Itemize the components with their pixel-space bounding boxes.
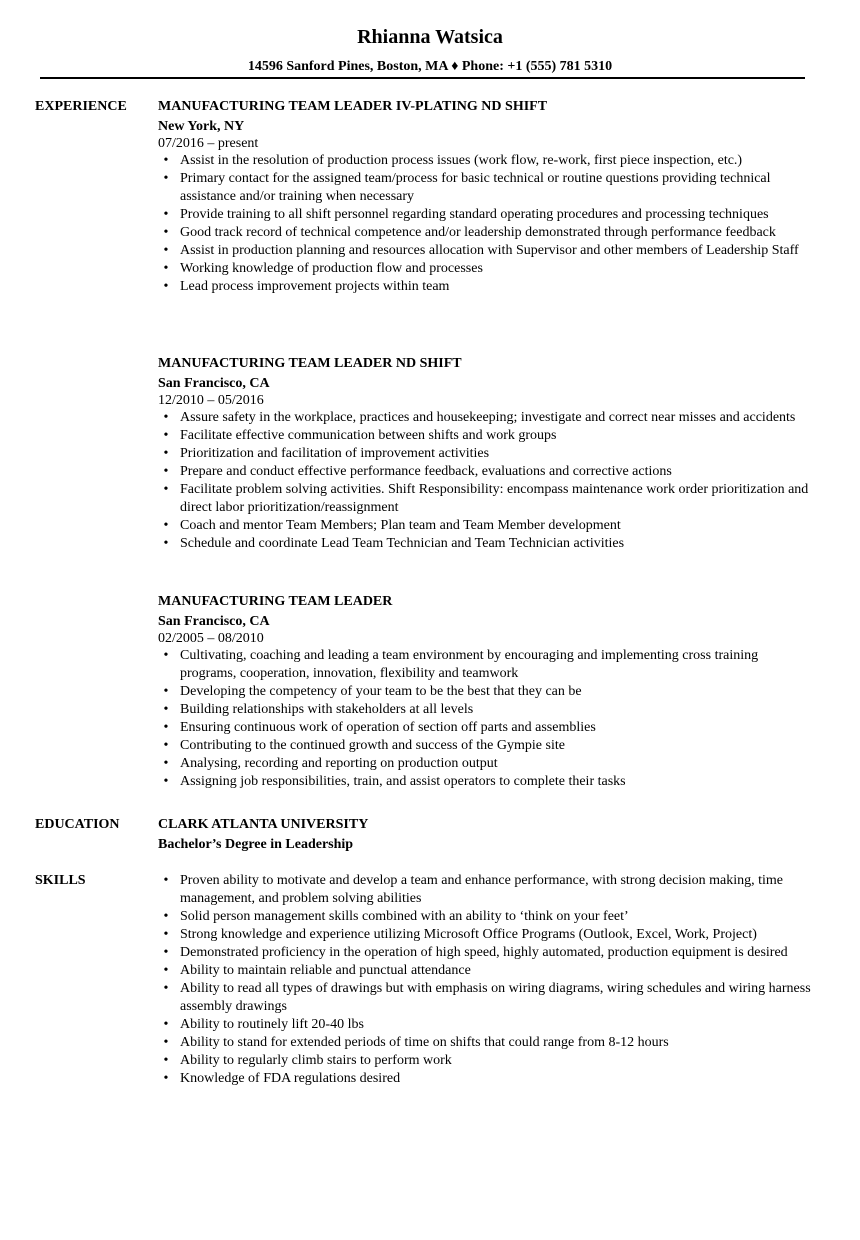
- bullet-item: [158, 206, 813, 224]
- job-title: MANUFACTURING TEAM LEADER IV-PLATING ND SHIFT: [158, 99, 548, 114]
- bullet-text: Coach and mentor Team Members; Plan team and Team Member development: [180, 518, 621, 533]
- bullet-icon: •: [163, 684, 169, 699]
- bullet-item: [158, 980, 813, 1016]
- resume-name: Rhianna Watsica: [357, 26, 503, 48]
- bullet-item: [158, 517, 813, 535]
- bullet-icon: •: [163, 981, 169, 996]
- bullet-text: Demonstrated proficiency in the operation of high speed, highly automated, production equipment is desired: [180, 945, 788, 960]
- bullet-item: [158, 170, 813, 206]
- bullet-text: Knowledge of FDA regulations desired: [180, 1071, 401, 1086]
- bullet-icon: •: [163, 756, 169, 771]
- job-entry: [158, 355, 813, 553]
- degree: Bachelor’s Degree in Leadership: [158, 837, 354, 852]
- bullet-item: [158, 962, 813, 980]
- bullet-text: Working knowledge of production flow and processes: [180, 261, 483, 276]
- bullet-item: [158, 926, 813, 944]
- bullet-item: [158, 683, 813, 701]
- bullet-item: [158, 773, 813, 791]
- bullet-text: Schedule and coordinate Lead Team Technician and Team Technician activities: [180, 536, 625, 551]
- bullet-item: [158, 701, 813, 719]
- bullet-text: Ability to regularly climb stairs to perform work: [180, 1053, 452, 1068]
- bullet-icon: •: [163, 648, 169, 663]
- bullet-text: Proven ability to motivate and develop a team and enhance performance, with strong decision making, time management, and problem solving abilities: [180, 873, 783, 906]
- school-name: CLARK ATLANTA UNIVERSITY: [158, 817, 369, 832]
- bullet-text: Assigning job responsibilities, train, and assist operators to complete their tasks: [180, 774, 626, 789]
- job-location: San Francisco, CA: [158, 376, 270, 391]
- bullet-icon: •: [163, 410, 169, 425]
- bullet-icon: •: [163, 153, 169, 168]
- bullet-text: Assure safety in the workplace, practices and housekeeping; investigate and correct near misses and accidents: [180, 410, 796, 425]
- bullet-icon: •: [163, 738, 169, 753]
- bullet-text: Prepare and conduct effective performance feedback, evaluations and corrective actions: [180, 464, 672, 479]
- bullet-item: [158, 481, 813, 517]
- job-bullet-list: [158, 152, 813, 296]
- bullet-item: [158, 224, 813, 242]
- bullet-text: Good track record of technical competence and/or leadership demonstrated through performance feedback: [180, 225, 776, 240]
- bullet-icon: •: [163, 927, 169, 942]
- bullet-icon: •: [163, 774, 169, 789]
- bullet-icon: •: [163, 482, 169, 497]
- bullet-text: Lead process improvement projects within team: [180, 279, 450, 294]
- bullet-text: Facilitate problem solving activities. Shift Responsibility: encompass maintenance work order prioritization and direct labor prioritization/reassignment: [180, 482, 809, 515]
- job-bullet-list: [158, 409, 813, 553]
- bullet-icon: •: [163, 536, 169, 551]
- bullet-icon: •: [163, 428, 169, 443]
- bullet-item: [158, 242, 813, 260]
- bullet-icon: •: [163, 171, 169, 186]
- bullet-item: [158, 278, 813, 296]
- bullet-icon: •: [163, 207, 169, 222]
- bullet-icon: •: [163, 261, 169, 276]
- bullet-item: [158, 535, 813, 553]
- section-label-experience: EXPERIENCE: [35, 99, 127, 114]
- bullet-text: Solid person management skills combined with an ability to ‘think on your feet’: [180, 909, 629, 924]
- bullet-icon: •: [163, 279, 169, 294]
- education-entry: [158, 816, 813, 854]
- bullet-icon: •: [163, 909, 169, 924]
- bullet-item: [158, 1016, 813, 1034]
- bullet-item: [158, 445, 813, 463]
- bullet-item: [158, 427, 813, 445]
- bullet-text: Ability to stand for extended periods of time on shifts that could range from 8-12 hours: [180, 1035, 669, 1050]
- bullet-text: Building relationships with stakeholders at all levels: [180, 702, 474, 717]
- job-location: San Francisco, CA: [158, 614, 270, 629]
- bullet-icon: •: [163, 963, 169, 978]
- bullet-item: [158, 1070, 813, 1088]
- job-entry: [158, 593, 813, 791]
- bullet-item: [158, 719, 813, 737]
- bullet-icon: •: [163, 873, 169, 888]
- section-label-education: EDUCATION: [35, 817, 120, 832]
- bullet-icon: •: [163, 945, 169, 960]
- bullet-icon: •: [163, 702, 169, 717]
- job-dates: 12/2010 – 05/2016: [158, 393, 264, 408]
- skills-bullet-list: [158, 872, 813, 1088]
- job-location: New York, NY: [158, 119, 245, 134]
- bullet-item: [158, 755, 813, 773]
- job-bullet-list: [158, 647, 813, 791]
- bullet-text: Ensuring continuous work of operation of section off parts and assemblies: [180, 720, 596, 735]
- bullet-text: Assist in production planning and resources allocation with Supervisor and other members of Leadership Staff: [180, 243, 799, 258]
- bullet-text: Contributing to the continued growth and success of the Gympie site: [180, 738, 565, 753]
- bullet-text: Assist in the resolution of production process issues (work flow, re-work, first piece inspection, etc.): [180, 153, 743, 168]
- bullet-icon: •: [163, 243, 169, 258]
- bullet-item: [158, 1034, 813, 1052]
- bullet-item: [158, 1052, 813, 1070]
- bullet-item: [158, 152, 813, 170]
- bullet-item: [158, 409, 813, 427]
- bullet-text: Developing the competency of your team to be the best that they can be: [180, 684, 582, 699]
- bullet-text: Ability to read all types of drawings but with emphasis on wiring diagrams, wiring schedules and wiring harness assembly drawings: [180, 981, 811, 1014]
- job-title: MANUFACTURING TEAM LEADER: [158, 594, 393, 609]
- bullet-icon: •: [163, 1053, 169, 1068]
- bullet-item: [158, 260, 813, 278]
- bullet-icon: •: [163, 225, 169, 240]
- bullet-icon: •: [163, 464, 169, 479]
- job-title: MANUFACTURING TEAM LEADER ND SHIFT: [158, 356, 462, 371]
- job-dates: 07/2016 – present: [158, 136, 259, 151]
- bullet-icon: •: [163, 1035, 169, 1050]
- bullet-text: Ability to maintain reliable and punctual attendance: [180, 963, 471, 978]
- bullet-icon: •: [163, 720, 169, 735]
- bullet-item: [158, 944, 813, 962]
- header-divider: [40, 77, 805, 79]
- bullet-icon: •: [163, 518, 169, 533]
- bullet-item: [158, 647, 813, 683]
- bullet-icon: •: [163, 1071, 169, 1086]
- bullet-icon: •: [163, 446, 169, 461]
- bullet-text: Cultivating, coaching and leading a team environment by encouraging and implementing cross training programs, cooperation, innovation, flexibility and teamwork: [180, 648, 759, 681]
- bullet-text: Prioritization and facilitation of improvement activities: [180, 446, 490, 461]
- job-dates: 02/2005 – 08/2010: [158, 631, 264, 646]
- contact-line: 14596 Sanford Pines, Boston, MA ♦ Phone: +1 (555) 781 5310: [247, 59, 613, 74]
- bullet-text: Facilitate effective communication between shifts and work groups: [180, 428, 557, 443]
- bullet-item: [158, 463, 813, 481]
- bullet-text: Ability to routinely lift 20-40 lbs: [180, 1017, 364, 1032]
- bullet-item: [158, 908, 813, 926]
- bullet-text: Strong knowledge and experience utilizing Microsoft Office Programs (Outlook, Excel, Work, Project): [180, 927, 757, 942]
- bullet-item: [158, 737, 813, 755]
- job-entry: [158, 98, 813, 296]
- bullet-text: Primary contact for the assigned team/process for basic technical or routine questions providing technical assistance and/or training when necessary: [180, 171, 771, 204]
- bullet-item: [158, 872, 813, 908]
- section-label-skills: SKILLS: [35, 873, 86, 888]
- bullet-text: Provide training to all shift personnel regarding standard operating procedures and processing techniques: [180, 207, 769, 222]
- skills-block: [158, 872, 813, 1088]
- bullet-icon: •: [163, 1017, 169, 1032]
- bullet-text: Analysing, recording and reporting on production output: [180, 756, 498, 771]
